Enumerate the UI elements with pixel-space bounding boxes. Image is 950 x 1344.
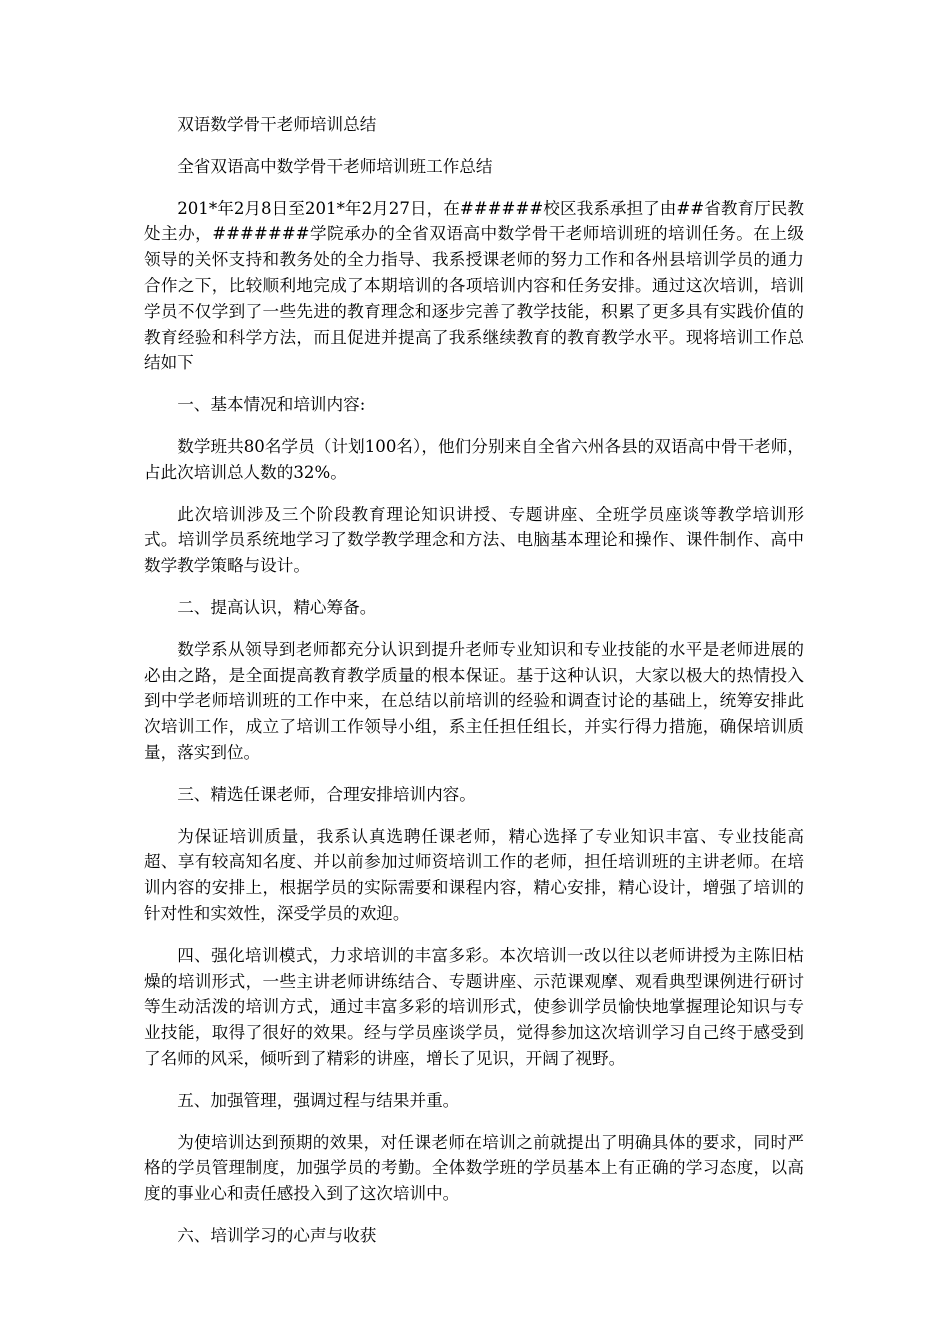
- document-page: [144, 112, 804, 1265]
- paragraph: 为保证培训质量，我系认真选聘任课老师，精心选择了专业知识丰富、专业技能高超、享有较高知名度、并以前参加过师资培训工作的老师，担任培训班的主讲老师。在培训内容的安排上，根据学员的实际需要和课程内容，精心安排，精心设计，增强了培训的针对性和实效性，深受学员的欢迎。: [144, 826, 804, 923]
- document-title: 双语数学骨干老师培训总结: [177, 115, 377, 134]
- paragraph: 此次培训涉及三个阶段教育理论知识讲授、专题讲座、全班学员座谈等教学培训形式。培训学员系统地学习了数学教学理念和方法、电脑基本理论和操作、课件制作、高中数学教学策略与设计。: [144, 504, 804, 576]
- section-heading-2: 二、提高认识，精心筹备。: [177, 597, 377, 617]
- section-heading-1: 一、基本情况和培训内容:: [177, 395, 366, 415]
- paragraph-intro: 201*年2月8日至201*年2月27日，在######校区我系承担了由##省教育厅民教处主办，#######学院承办的全省双语高中数学骨干老师培训班的培训任务。在上级领导的关怀支持和教务处的全力指导、我系授课老师的努力工作和各州县培训学员的通力合作之下，比较顺利地完成了本期培训的各项培训内容和任务安排。通过这次培训，培训学员不仅学到了一些先进的教育理念和逐步完善了教学技能，积累了更多具有实践价值的教育经验和科学方法，而且促进并提高了我系继续教育的教育教学水平。现将培训工作总结如下: [144, 198, 804, 373]
- section-heading-5: 五、加强管理，强调过程与结果并重。: [177, 1090, 460, 1110]
- section-heading-6: 六、培训学习的心声与收获: [177, 1225, 377, 1245]
- paragraph: 四、强化培训模式，力求培训的丰富多彩。本次培训一改以往以老师讲授为主陈旧枯燥的培训形式，一些主讲老师讲练结合、专题讲座、示范课观摩、观看典型课例进行研讨等生动活泼的培训方式，通过丰富多彩的培训形式，使参训学员愉快地掌握理论知识与专业技能，取得了很好的效果。经与学员座谈学员，觉得参加这次培训学习自己终于感受到了名师的风采，倾听到了精彩的讲座，增长了见识，开阔了视野。: [144, 945, 804, 1068]
- paragraph: 数学班共80名学员（计划100名），他们分别来自全省六州各县的双语高中骨干老师，占此次培训总人数的32%。: [144, 436, 804, 482]
- section-heading-3: 三、精选任课老师，合理安排培训内容。: [177, 784, 476, 804]
- document-subtitle: 全省双语高中数学骨干老师培训班工作总结: [177, 156, 493, 176]
- paragraph: 数学系从领导到老师都充分认识到提升老师专业知识和专业技能的水平是老师进展的必由之路，是全面提高教育教学质量的根本保证。基于这种认识，大家以极大的热情投入到中学老师培训班的工作中来，在总结以前培训的经验和调查讨论的基础上，统筹安排此次培训工作，成立了培训工作领导小组，系主任担任组长，并实行得力措施，确保培训质量，落实到位。: [144, 639, 804, 762]
- paragraph: 为使培训达到预期的效果，对任课老师在培训之前就提出了明确具体的要求，同时严格的学员管理制度，加强学员的考勤。全体数学班的学员基本上有正确的学习态度，以高度的事业心和责任感投入到了这次培训中。: [144, 1132, 804, 1204]
